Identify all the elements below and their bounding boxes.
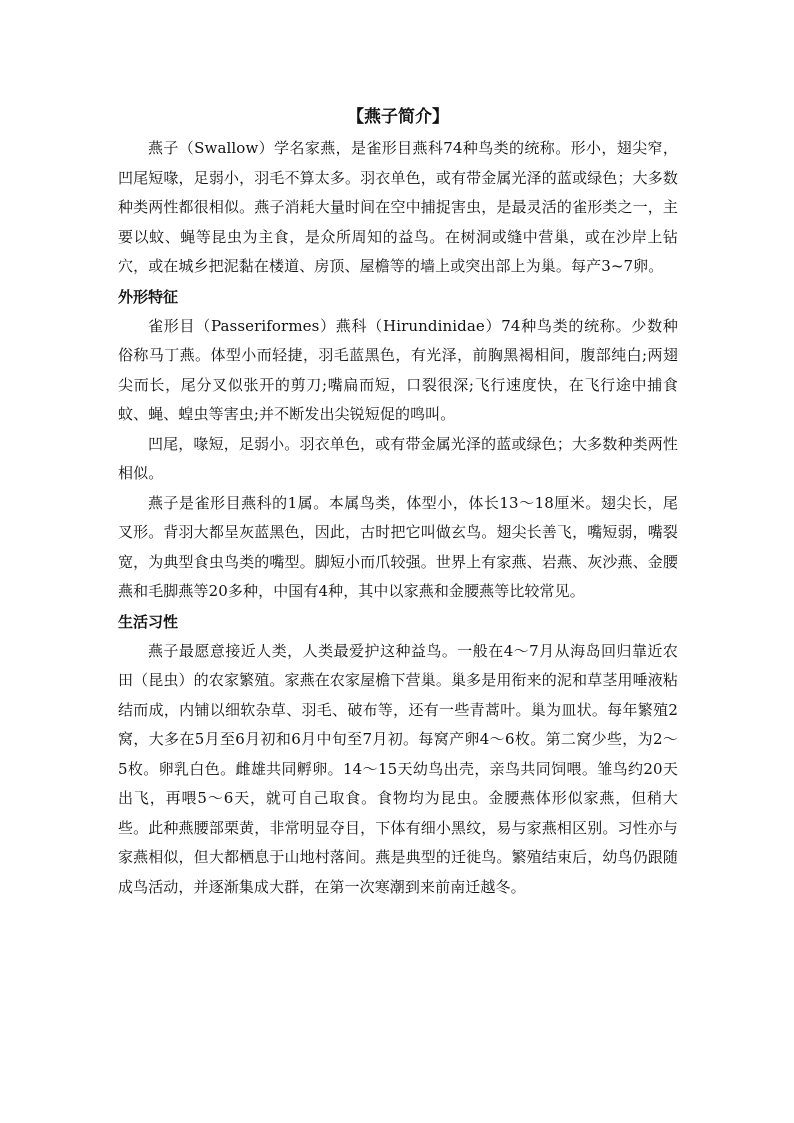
document-title: 【燕子简介】: [347, 107, 449, 127]
appearance-paragraph-3: 燕子是雀形目燕科的1属。本属鸟类，体型小，体长13～18厘米。翅尖长，尾叉形。背羽大都呈灰蓝黑色，因此，古时把它叫做玄鸟。翅尖长善飞，嘴短弱，嘴裂宽，为典型食虫鸟类的嘴型。脚短小而爪较强。世界上有家燕、岩燕、灰沙燕、金腰燕和毛脚燕等20多种，中国有4种，其中以家燕和金腰燕等比较常见。: [118, 493, 678, 600]
appearance-paragraph-1: 雀形目（Passeriformes）燕科（Hirundinidae）74种鸟类的统称。少数种俗称马丁燕。体型小而轻捷，羽毛蓝黑色，有光泽，前胸黑褐相间，腹部纯白;两翅尖而长，尾分叉似张开的剪刀;嘴扁而短，口裂很深;飞行速度快，在飞行途中捕食蚊、蝇、蝗虫等害虫;并不断发出尖锐短促的鸣叫。: [118, 316, 678, 423]
habits-paragraph-1: 燕子最愿意接近人类，人类最爱护这种益鸟。一般在4～7月从海岛回归靠近农田（昆虫）的农家繁殖。家燕在农家屋檐下营巢。巢多是用衔来的泥和草茎用唾液粘结而成，内铺以细软杂草、羽毛、破布等，还有一些青蒿叶。巢为皿状。每年繁殖2窝，大多在5月至6月初和6月中旬至7月初。每窝产卵4～6枚。第二窝少些，为2～5枚。卵乳白色。雌雄共同孵卵。14～15天幼鸟出壳，亲鸟共同饲喂。雏鸟约20天出飞，再喂5～6天，就可自己取食。食物均为昆虫。金腰燕体形似家燕，但稍大些。此种燕腰部栗黄，非常明显夺目，下体有细小黑纹，易与家燕相区别。习性亦与家燕相似，但大都栖息于山地村落间。燕是典型的迁徙鸟。繁殖结束后，幼鸟仍跟随成鸟活动，并逐渐集成大群，在第一次寒潮到来前南迁越冬。: [118, 641, 678, 896]
section-heading-habits: 生活习性: [118, 612, 179, 631]
section-heading-appearance: 外形特征: [118, 287, 179, 306]
appearance-paragraph-2: 凹尾，喙短，足弱小。羽衣单色，或有带金属光泽的蓝或绿色；大多数种类两性相似。: [118, 434, 678, 482]
intro-paragraph: 燕子（Swallow）学名家燕，是雀形目燕科74种鸟类的统称。形小，翅尖窄，凹尾短喙，足弱小，羽毛不算太多。羽衣单色，或有带金属光泽的蓝或绿色；大多数种类两性都很相似。燕子消耗大量时间在空中捕捉害虫，是最灵活的雀形类之一，主要以蚊、蝇等昆虫为主食，是众所周知的益鸟。在树洞或缝中营巢，或在沙岸上钻穴，或在城乡把泥黏在楼道、房顶、屋檐等的墙上或突出部上为巢。每产3~7卵。: [118, 139, 678, 275]
document-page: [118, 100, 678, 902]
